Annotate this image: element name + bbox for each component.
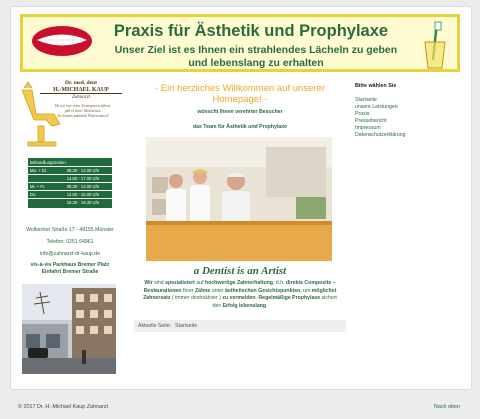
welcome-heading [135,83,345,105]
tagline-line-2: gibt es keine Wartezeiten. [64,109,102,113]
hours-time: 08.30 - 13.00 Uhr [66,184,100,189]
desc-part: Regelmäßige Prophylaxe [258,295,321,301]
doctor-title: Dr. med. dent [65,80,97,86]
desc-part: Zähne [195,287,211,294]
toothbrush-glass-icon [421,20,449,70]
hours-row [28,190,112,198]
street-photo [22,284,116,374]
slogan: a Dentist is an Artist [193,265,287,277]
nav-item-leistungen[interactable]: unsere Leistungen [355,104,398,110]
nav-heading: Bitte wählen Sie [355,83,397,89]
practice-logo [18,80,122,152]
smile-lips-icon [31,25,93,57]
back-to-top-link[interactable]: Nach oben [433,404,460,410]
logo-tagline [44,104,122,119]
desc-part: , um [300,287,312,294]
hours-row [28,174,112,182]
greeting-line-2: das Team für Ästhetik und Prophylaxe [192,124,288,130]
email-link[interactable]: info@zahnarzt-dr-kaup.de [39,251,101,257]
footer-copyright: © 2017 Dr. H.-Michael Kaup Zahnarzt [18,404,108,410]
hours-heading: Behandlungszeiten: [30,160,67,165]
doctor-role: Zahnarzt [71,95,91,100]
subtitle-line-1: Unser Ziel ist es Ihnen ein strahlendes Lächeln zu geben [114,44,398,56]
desc-part: . [255,295,259,301]
hours-day: Do. [30,192,37,197]
desc-part: spezialisiert [165,280,195,286]
team-photo [146,137,332,261]
current-page-label: Aktuelle Seite: [138,323,172,329]
header-banner [20,14,460,72]
address: Wolbecker Straße 17 - 48155 Münster [26,227,114,233]
phone: Telefon: 0251 64961 [46,239,94,245]
hours-day [30,200,56,205]
hours-day: Mo. + Di. [30,168,47,173]
hours-time: 08.30 - 13.00 Uhr [66,168,100,173]
page-title: Praxis für Ästhetik und Prophylaxe [113,22,389,40]
side-nav [355,83,465,139]
greeting-line-1: wünscht Ihnen verehrter Besucher [197,109,283,115]
tagline-line-1: Da wir eine reine Terminpraxis führen, [54,104,112,108]
desc-part: , d.h. [272,280,286,286]
subtitle-line-2: und lebenslang zu erhalten [188,57,324,69]
hours-day [30,176,56,181]
desc-part: Wir [144,280,153,286]
left-column [18,80,122,152]
current-page-bar [134,320,346,332]
welcome-line-2: Homepage! - [212,94,268,105]
desc-part: Erfolg lebenslang [222,302,267,309]
desc-part: direkte Composite – Restaurationen [143,280,336,294]
desc-part: sichert den [212,295,337,309]
welcome-line-1: - Ein herzliches Willkommen auf unserer [154,83,325,94]
current-page-value: Startseite [175,323,198,329]
parking-line-2: Einfahrt Bremer Straße [41,269,99,275]
nav-item-startseite[interactable]: Startseite [355,97,377,103]
desc-part: . [266,302,268,309]
desc-part: auf [194,280,205,286]
hours-row [28,198,112,206]
hours-time: 12.00 - 15.00 Uhr [66,192,100,197]
hours-row [28,182,112,190]
opening-hours-table [28,158,112,208]
nav-item-impressum[interactable]: Impressum [355,125,381,131]
desc-part: zu vermeiden [222,295,256,301]
parking-line-1: vis-à-vis Parkhaus Bremer Platz [30,262,110,268]
header-subtitle [101,44,411,70]
desc-part: unter [210,287,226,294]
hours-time: 16.30 - 19.30 Uhr [66,200,100,205]
hours-row [28,166,112,174]
practice-description [140,280,340,310]
tagline-line-3: Sie können pünktlich Platz nehmen! [57,114,109,118]
desc-part: ( immer destruktiver ) [170,295,223,301]
hours-time: 14.00 - 17.00 Uhr [66,176,100,181]
desc-part: ästhetischen Gesichtspunkten [225,287,301,294]
contact-block [18,224,122,260]
parking-info [18,262,122,276]
nav-item-datenschutz[interactable]: Datenschutzerklärung [355,132,406,138]
desc-part: Ihrer [181,287,196,294]
doctor-name: H.-MICHAEL KAUP [40,87,122,94]
nav-list [355,97,465,139]
desc-part: möglichst Zahnersatz [143,287,337,301]
nav-item-praxis[interactable]: Praxis [355,111,370,117]
hours-day: Mi. + Fr. [30,184,46,189]
desc-part: hochwertige Zahnerhaltung [204,280,273,286]
nav-item-pressebericht[interactable]: Pressebericht [355,118,387,124]
desc-part: sind [152,280,166,286]
